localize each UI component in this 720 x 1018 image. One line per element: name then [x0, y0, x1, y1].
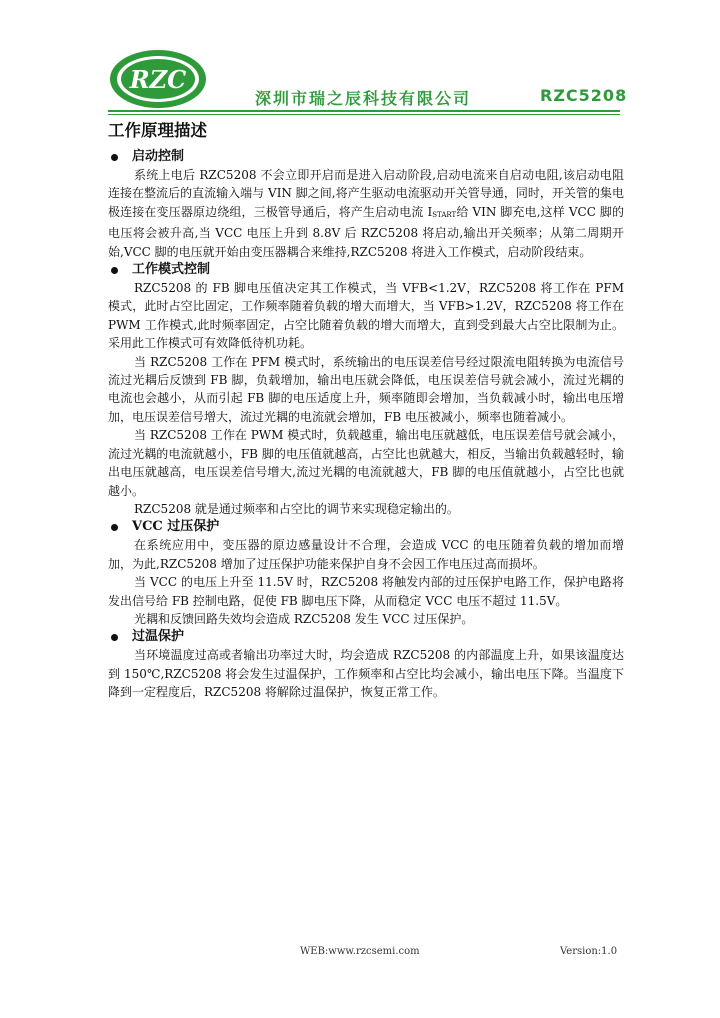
- section-heading: 过温保护: [132, 629, 185, 645]
- header-rule-thin: [108, 114, 620, 115]
- paragraph: 在系统应用中，变压器的原边感量设计不合理，会造成 VCC 的电压随着负载的增加而增加，为此,RZC5208 增加了过压保护功能来保护自身不会因工作电压过高而损坏。: [108, 538, 624, 571]
- bullet-icon: [111, 267, 118, 274]
- model-number: RZC5208: [540, 86, 628, 105]
- company-logo: [108, 48, 208, 110]
- footer-website: WEB:www.rzcsemi.com: [300, 946, 420, 957]
- bullet-icon: [111, 634, 118, 641]
- bullet-icon: [111, 524, 118, 531]
- bullet-icon: [111, 154, 118, 161]
- paragraph: 光耦和反馈回路失效均会造成 RZC5208 发生 VCC 过压保护。: [134, 611, 474, 626]
- paragraph: 当 RZC5208 工作在 PFM 模式时，系统输出的电压误差信号经过限流电阻转换为电流信号流过光耦后反馈到 FB 脚，负载增加，输出电压就会降低，电压误差信号就会减小，流过光耦的电流也会越小，从而引起 FB 脚的电压适度上升，频率随即会增加，当负载减小时，输出电压增加，电压误差信号增大，流过光耦的电流就会增加，FB 电压被减小，频率也随着减小。: [108, 354, 624, 424]
- paragraph: 当环境温度过高或者输出功率过大时，均会造成 RZC5208 的内部温度上升，如果该温度达到 150℃,RZC5208 将会发生过温保护，工作频率和占空比均会减小，输出电压下降。当温度下降到一定程度后，RZC5208 将解除过温保护，恢复正常工作。: [108, 648, 624, 700]
- section-working-mode-control: [108, 261, 624, 518]
- paragraph: RZC5208 的 FB 脚电压值决定其工作模式，当 VFB<1.2V，RZC5208 将工作在 PFM 模式，此时占空比固定，工作频率随着负载的增大而增大，当 VFB>1.2V，RZC5208 将工作在 PWM 工作模式,此时频率固定，占空比随着负载的增大而增大，直到受到最大占空比限制为止。采用此工作模式可有效降低待机功耗。: [108, 281, 624, 351]
- logo-text: RZC: [129, 65, 187, 94]
- company-name: 深圳市瑞之辰科技有限公司: [255, 89, 472, 108]
- paragraph: 当 RZC5208 工作在 PWM 模式时，负载越重，输出电压就越低，电压误差信号就会减小，流过光耦的电流就越小，FB 脚的电压值就越高，占空比也就越大，相反，当输出负载越轻时，输出电压就越高，电压误差信号增大,流过光耦的电流就越大，FB 脚的电压值就越小，占空比也就越小。: [108, 428, 624, 498]
- page-title: 工作原理描述: [108, 121, 207, 140]
- section-heading: VCC 过压保护: [132, 519, 220, 535]
- paragraph: RZC5208 就是通过频率和占空比的调节来实现稳定输出的。: [134, 501, 459, 516]
- paragraph: 当 VCC 的电压上升至 11.5V 时，RZC5208 将触发内部的过压保护电路工作，保护电路将发出信号给 FB 控制电路，促使 FB 脚电压下降，从而稳定 VCC 电压不超过 11.5V。: [108, 575, 624, 608]
- subscript-start: START: [432, 210, 457, 219]
- section-heading: 启动控制: [132, 149, 185, 164]
- section-heading: 工作模式控制: [132, 262, 211, 278]
- section-vcc-overvoltage: [108, 518, 624, 628]
- footer-version: Version:1.0: [560, 946, 618, 957]
- section-startup-control: [108, 148, 624, 261]
- section-over-temperature: [108, 628, 624, 701]
- header-rule: [108, 110, 620, 112]
- paragraph: 系统上电后 RZC5208 不会立即开启而是进入启动阶段,启动电流来自启动电阻,该启动电阻连接在整流后的直流输入端与 VIN 脚之间,将产生驱动电流驱动开关管导通，同时，开关管的集电极连接在变压器原边绕组，三极管导通后，将产生启动电流 $I_{START}$给 VIN 脚充电,这样 VCC 脚的电压将会被升高,当 VCC 电压上升到 8.8V 后 RZC5208 将启动,输出开关频率；从第二周期开始,VCC 脚的电压就开始由变压器耦合来维持,RZC5208 将进入工作模式，启动阶段结束。: [108, 168, 624, 259]
- document-body: [108, 120, 624, 702]
